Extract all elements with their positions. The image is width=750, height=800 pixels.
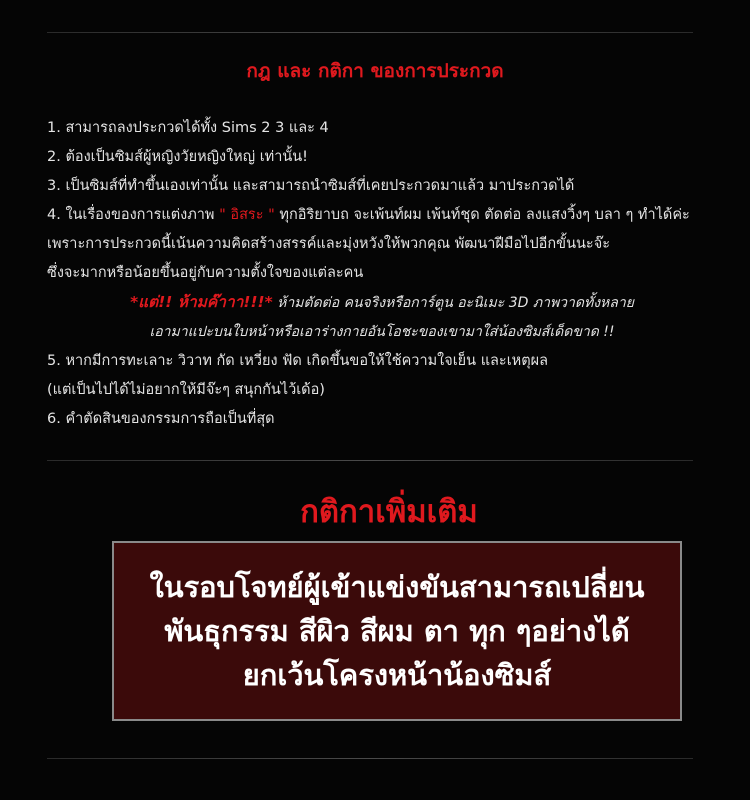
rule-item: 6. คำตัดสินของกรรมการถือเป็นที่สุด	[47, 411, 275, 427]
extra-rule-line: ยกเว้นโครงหน้าน้องซิมส์	[242, 658, 552, 692]
rule-item: 5. หากมีการทะเลาะ วิวาท กัด เหวี่ยง ฟัด เกิดขึ้นขอให้ใช้ความใจเย็น และเหตุผล	[47, 353, 549, 369]
rule-item: 2. ต้องเป็นซิมส์ผู้หญิงวัยหญิงใหญ่ เท่านั้น!	[47, 149, 308, 165]
rule-4-highlight: " อิสระ "	[219, 207, 275, 223]
rule-4-text-after: ทุกอิริยาบถ จะเพ้นท์ผม เพ้นท์ชุด ตัดต่อ ลงแสงวิ้งๆ บลา ๆ ทำได้ค่ะ	[279, 207, 690, 223]
divider-middle	[47, 460, 693, 461]
extra-rule-line: พันธุกรรม สีผิว สีผม ตา ทุก ๆอย่างได้	[164, 614, 630, 648]
warning-text: ห้ามตัดต่อ คนจริงหรือการ์ตูน อะนิเมะ 3D ภาพวาดทั้งหลาย	[277, 295, 634, 311]
rule-item-note: (แต่เป็นไปได้ไม่อยากให้มีจ๊ะๆ สนุกกันไว้เด้อ)	[47, 382, 325, 398]
rule-4-text: 4. ในเรื่องของการแต่งภาพ	[47, 207, 215, 223]
rule-item: 1. สามารถลงประกวดได้ทั้ง Sims 2 3 และ 4	[47, 120, 329, 136]
divider-top	[47, 32, 693, 33]
extra-rules-title: กติกาเพิ่มเติม	[300, 494, 478, 530]
rules-list	[47, 114, 717, 434]
rule-item: 3. เป็นซิมส์ที่ทำขึ้นเองเท่านั้น และสามารถนำซิมส์ที่เคยประกวดมาแล้ว มาประกวดได้	[47, 178, 575, 194]
warning-line	[47, 288, 717, 318]
rule-item-4	[47, 201, 717, 230]
warning-line: เอามาแปะบนใบหน้าหรือเอาร่างกายอันโอชะของเขามาใส่น้องซิมส์เด็ดขาด !!	[149, 324, 615, 340]
extra-rule-line: ในรอบโจทย์ผู้เข้าแข่งขันสามารถเปลี่ยน	[149, 570, 645, 604]
divider-bottom	[47, 758, 693, 759]
page-title: กฎ และ กติกา ของการประกวด	[246, 60, 504, 82]
warning-label: *แต่!! ห้ามค๊าาา!!!*	[130, 293, 273, 311]
rule-4-continuation: ซึ่งจะมากหรือน้อยขึ้นอยู่กับความตั้งใจของแต่ละคน	[47, 265, 364, 281]
extra-rules-box	[112, 541, 682, 721]
rule-4-continuation: เพราะการประกวดนี้เน้นความคิดสร้างสรรค์และมุ่งหวังให้พวกคุณ พัฒนาฝีมือไปอีกขั้นนะจ๊ะ	[47, 236, 610, 252]
